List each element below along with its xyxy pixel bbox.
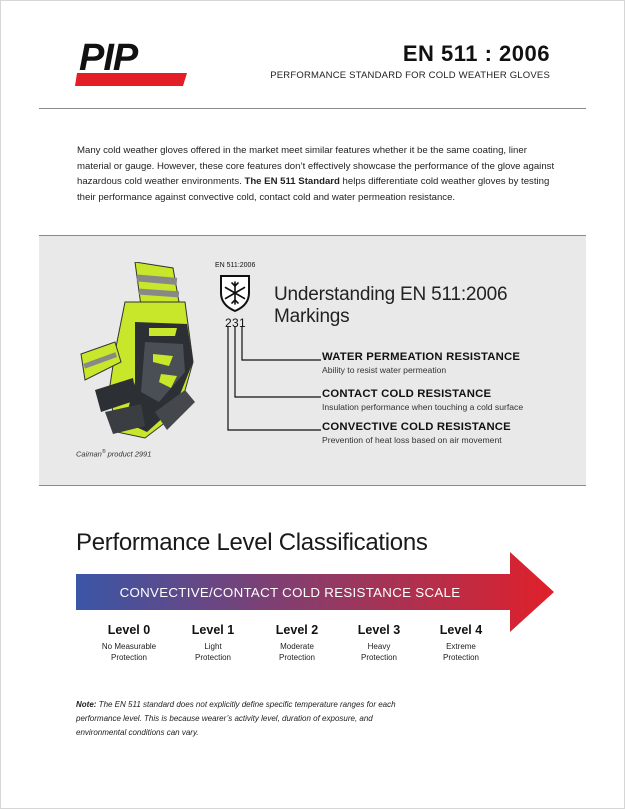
- level-desc: Extreme Protection: [442, 642, 480, 662]
- marking-item-contact: [322, 388, 523, 412]
- level-desc: Light Protection: [194, 642, 232, 662]
- level-desc: Moderate Protection: [278, 642, 316, 662]
- note-text: The EN 511 standard does not explicitly define specific temperature ranges for each performance level. This is because wearer’s activity level, duration of exposure, and environmental conditions can vary.: [76, 700, 396, 737]
- level-1: [173, 623, 253, 663]
- standard-label: EN 511:2006: [215, 262, 256, 269]
- level-name: Level 1: [191, 623, 235, 637]
- level-name: Level 2: [275, 623, 319, 637]
- document-subtitle: PERFORMANCE STANDARD FOR COLD WEATHER GLOVES: [270, 70, 550, 81]
- level-0: [89, 623, 169, 663]
- marking-item-title: CONTACT COLD RESISTANCE: [322, 388, 492, 400]
- intro-text-2: helps differentiate cold weather gloves by testing their performance against convective cold, contact cold and water permeation resistance.: [77, 176, 550, 203]
- product-caption: Caiman® product 2991: [76, 449, 152, 459]
- intro-bold: The EN 511 Standard: [244, 176, 340, 188]
- classifications-title: Performance Level Classifications: [76, 529, 428, 556]
- markings-panel: [39, 235, 586, 486]
- header-divider: [39, 108, 586, 109]
- document-title: EN 511 : 2006: [402, 41, 550, 66]
- markings-title: Understanding EN 511:2006 Markings: [274, 284, 508, 327]
- pip-logo: [75, 37, 195, 89]
- caption-rest: product 2991: [105, 449, 152, 459]
- intro-text-1: Many cold weather gloves offered in the market meet similar features whether it be the same coating, liner material or gauge. However, these core features don’t effectively showcase the performance of the glove against hazardous cold weather environments.: [77, 145, 555, 188]
- marking-code: 231: [225, 316, 246, 330]
- caption-brand: Caiman: [76, 449, 102, 459]
- level-name: Level 4: [439, 623, 483, 637]
- level-desc: Heavy Protection: [360, 642, 398, 662]
- footnote: [76, 698, 416, 740]
- logo-text: PIP: [79, 37, 138, 79]
- marking-item-desc: Prevention of heat loss based on air movement: [322, 435, 502, 445]
- marking-item-convective: [322, 421, 511, 445]
- marking-item-desc: Insulation performance when touching a cold surface: [322, 402, 524, 412]
- level-name: Level 3: [357, 623, 401, 637]
- level-3: [339, 623, 419, 663]
- marking-connector-lines: [219, 326, 329, 436]
- level-desc: No Measurable Protection: [101, 642, 157, 662]
- marking-item-title: CONVECTIVE COLD RESISTANCE: [322, 421, 511, 433]
- level-4: [421, 623, 501, 663]
- marking-item-water: [322, 351, 520, 375]
- glove-image: [75, 262, 200, 440]
- level-name: Level 0: [107, 623, 151, 637]
- scale-label: CONVECTIVE/CONTACT COLD RESISTANCE SCALE: [119, 585, 461, 600]
- marking-item-title: WATER PERMEATION RESISTANCE: [322, 351, 521, 363]
- note-label: Note:: [76, 700, 97, 709]
- intro-paragraph: [77, 143, 555, 205]
- snowflake-shield-icon: [218, 273, 252, 313]
- level-2: [257, 623, 337, 663]
- marking-item-desc: Ability to resist water permeation: [322, 365, 447, 375]
